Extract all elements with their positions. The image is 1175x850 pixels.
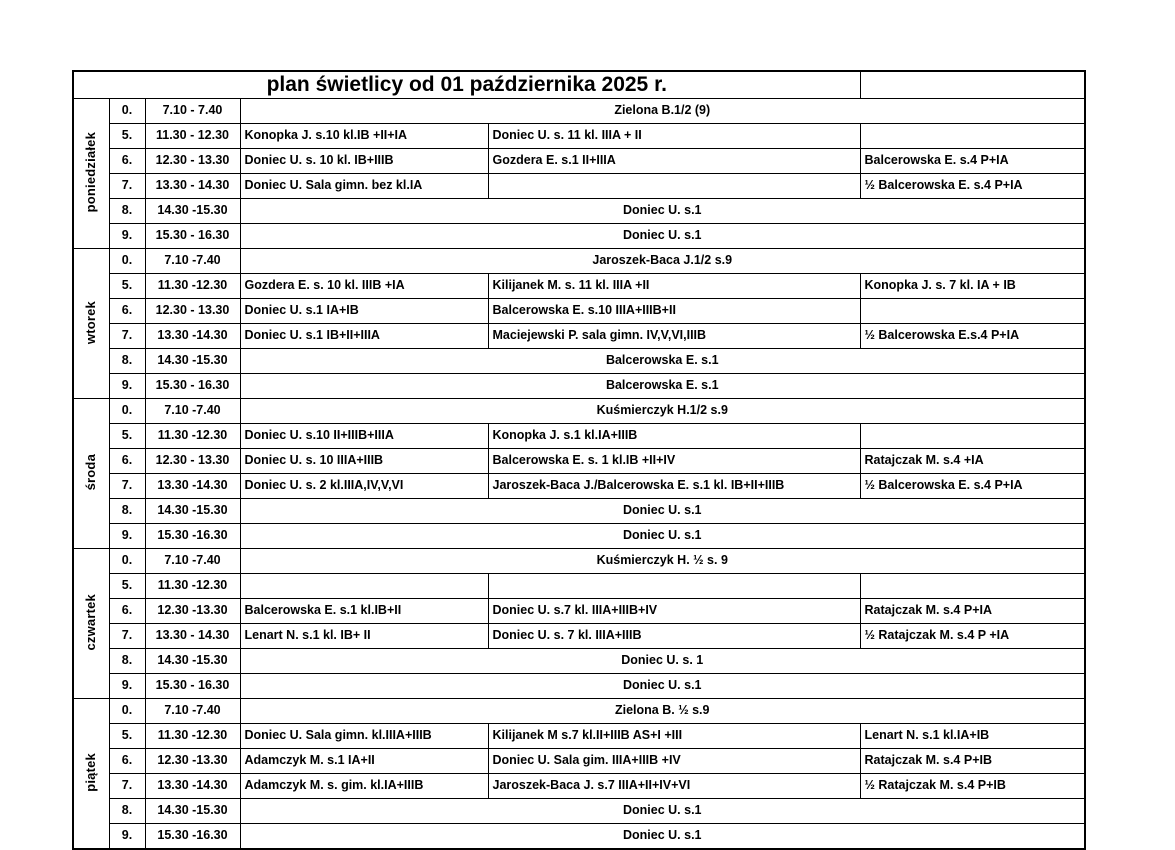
lesson-time: 11.30 -12.30 <box>145 724 240 749</box>
assignment-full-width: Doniec U. s.1 <box>240 499 1085 524</box>
assignment-cell-a <box>240 574 488 599</box>
assignment-cell-b: Doniec U. s. 11 kl. IIIA + II <box>488 124 860 149</box>
table-row <box>73 424 1085 449</box>
lesson-number: 7. <box>109 774 145 799</box>
lesson-number: 8. <box>109 799 145 824</box>
lesson-time: 12.30 -13.30 <box>145 599 240 624</box>
lesson-time: 7.10 -7.40 <box>145 699 240 724</box>
lesson-number: 8. <box>109 199 145 224</box>
assignment-full-width: Zielona B. ½ s.9 <box>240 699 1085 724</box>
day-label-text: piątek <box>83 752 99 792</box>
lesson-time: 12.30 - 13.30 <box>145 449 240 474</box>
lesson-number: 7. <box>109 624 145 649</box>
lesson-number: 5. <box>109 124 145 149</box>
lesson-number: 6. <box>109 149 145 174</box>
assignment-cell-c: Ratajczak M. s.4 P+IA <box>860 599 1085 624</box>
lesson-time: 15.30 - 16.30 <box>145 374 240 399</box>
lesson-number: 6. <box>109 599 145 624</box>
assignment-cell-c <box>860 124 1085 149</box>
assignment-cell-b: Jaroszek-Baca J. s.7 IIIA+II+IV+VI <box>488 774 860 799</box>
assignment-full-width: Doniec U. s. 1 <box>240 649 1085 674</box>
table-row <box>73 799 1085 824</box>
table-row <box>73 624 1085 649</box>
day-label-text: środa <box>83 454 99 491</box>
lesson-time: 12.30 -13.30 <box>145 749 240 774</box>
lesson-time: 13.30 - 14.30 <box>145 174 240 199</box>
lesson-number: 0. <box>109 399 145 424</box>
lesson-number: 5. <box>109 424 145 449</box>
assignment-cell-a: Doniec U. s.10 II+IIIB+IIIA <box>240 424 488 449</box>
assignment-full-width: Doniec U. s.1 <box>240 524 1085 549</box>
day-label-czwartek <box>73 549 109 699</box>
table-row <box>73 474 1085 499</box>
lesson-number: 5. <box>109 574 145 599</box>
lesson-number: 0. <box>109 99 145 124</box>
table-row <box>73 774 1085 799</box>
lesson-number: 5. <box>109 724 145 749</box>
lesson-time: 13.30 -14.30 <box>145 774 240 799</box>
lesson-time: 15.30 - 16.30 <box>145 674 240 699</box>
schedule-table <box>72 70 1086 850</box>
table-row <box>73 499 1085 524</box>
lesson-time: 14.30 -15.30 <box>145 499 240 524</box>
assignment-cell-b <box>488 174 860 199</box>
assignment-full-width: Doniec U. s.1 <box>240 199 1085 224</box>
assignment-cell-a: Lenart N. s.1 kl. IB+ II <box>240 624 488 649</box>
assignment-cell-a: Doniec U. Sala gimn. kl.IIIA+IIIB <box>240 724 488 749</box>
assignment-full-width: Kuśmierczyk H.1/2 s.9 <box>240 399 1085 424</box>
lesson-time: 14.30 -15.30 <box>145 199 240 224</box>
schedule-sheet <box>72 70 1084 850</box>
assignment-cell-b: Konopka J. s.1 kl.IA+IIIB <box>488 424 860 449</box>
table-row <box>73 324 1085 349</box>
lesson-number: 6. <box>109 449 145 474</box>
lesson-time: 11.30 -12.30 <box>145 424 240 449</box>
lesson-time: 7.10 -7.40 <box>145 249 240 274</box>
lesson-number: 6. <box>109 749 145 774</box>
lesson-time: 14.30 -15.30 <box>145 649 240 674</box>
lesson-number: 7. <box>109 474 145 499</box>
assignment-cell-c: ½ Balcerowska E.s.4 P+IA <box>860 324 1085 349</box>
table-row <box>73 299 1085 324</box>
assignment-cell-b: Balcerowska E. s. 1 kl.IB +II+IV <box>488 449 860 474</box>
lesson-number: 6. <box>109 299 145 324</box>
title-row <box>73 71 1085 99</box>
table-row <box>73 349 1085 374</box>
lesson-number: 9. <box>109 824 145 850</box>
lesson-time: 13.30 - 14.30 <box>145 624 240 649</box>
assignment-cell-a: Gozdera E. s. 10 kl. IIIB +IA <box>240 274 488 299</box>
lesson-number: 9. <box>109 224 145 249</box>
lesson-number: 0. <box>109 549 145 574</box>
assignment-full-width: Doniec U. s.1 <box>240 224 1085 249</box>
assignment-cell-b: Kilijanek M. s. 11 kl. IIIA +II <box>488 274 860 299</box>
assignment-cell-b <box>488 574 860 599</box>
day-label-text: wtorek <box>83 300 99 344</box>
lesson-time: 14.30 -15.30 <box>145 349 240 374</box>
assignment-full-width: Doniec U. s.1 <box>240 674 1085 699</box>
assignment-cell-c: ½ Balcerowska E. s.4 P+IA <box>860 474 1085 499</box>
table-row <box>73 149 1085 174</box>
lesson-time: 12.30 - 13.30 <box>145 149 240 174</box>
table-row <box>73 549 1085 574</box>
assignment-cell-a: Konopka J. s.10 kl.IB +II+IA <box>240 124 488 149</box>
table-row <box>73 249 1085 274</box>
table-row <box>73 374 1085 399</box>
table-row <box>73 274 1085 299</box>
table-row <box>73 599 1085 624</box>
assignment-cell-c: Ratajczak M. s.4 +IA <box>860 449 1085 474</box>
assignment-full-width: Kuśmierczyk H. ½ s. 9 <box>240 549 1085 574</box>
assignment-cell-a: Doniec U. s. 10 IIIA+IIIB <box>240 449 488 474</box>
assignment-cell-a: Doniec U. Sala gimn. bez kl.IA <box>240 174 488 199</box>
assignment-full-width: Jaroszek-Baca J.1/2 s.9 <box>240 249 1085 274</box>
lesson-time: 15.30 -16.30 <box>145 824 240 850</box>
lesson-time: 7.10 -7.40 <box>145 399 240 424</box>
assignment-full-width: Doniec U. s.1 <box>240 799 1085 824</box>
lesson-time: 15.30 -16.30 <box>145 524 240 549</box>
assignment-cell-b: Doniec U. s.7 kl. IIIA+IIIB+IV <box>488 599 860 624</box>
lesson-number: 5. <box>109 274 145 299</box>
day-label-poniedziałek <box>73 99 109 249</box>
assignment-cell-b: Gozdera E. s.1 II+IIIA <box>488 149 860 174</box>
assignment-cell-c: Balcerowska E. s.4 P+IA <box>860 149 1085 174</box>
day-label-text: czwartek <box>83 593 99 651</box>
assignment-cell-b: Balcerowska E. s.10 IIIA+IIIB+II <box>488 299 860 324</box>
assignment-cell-a: Doniec U. s. 10 kl. IB+IIIB <box>240 149 488 174</box>
lesson-time: 11.30 - 12.30 <box>145 124 240 149</box>
lesson-time: 7.10 -7.40 <box>145 549 240 574</box>
lesson-number: 0. <box>109 699 145 724</box>
assignment-cell-b: Doniec U. s. 7 kl. IIIA+IIIB <box>488 624 860 649</box>
lesson-time: 11.30 -12.30 <box>145 274 240 299</box>
table-row <box>73 449 1085 474</box>
day-label-wtorek <box>73 249 109 399</box>
lesson-time: 7.10 - 7.40 <box>145 99 240 124</box>
assignment-cell-c <box>860 574 1085 599</box>
table-row <box>73 574 1085 599</box>
lesson-time: 11.30 -12.30 <box>145 574 240 599</box>
lesson-number: 8. <box>109 349 145 374</box>
lesson-number: 9. <box>109 524 145 549</box>
lesson-number: 7. <box>109 174 145 199</box>
assignment-cell-c: Lenart N. s.1 kl.IA+IB <box>860 724 1085 749</box>
table-row <box>73 674 1085 699</box>
lesson-time: 14.30 -15.30 <box>145 799 240 824</box>
assignment-cell-c: ½ Balcerowska E. s.4 P+IA <box>860 174 1085 199</box>
table-row <box>73 124 1085 149</box>
table-row <box>73 649 1085 674</box>
table-row <box>73 749 1085 774</box>
assignment-cell-a: Doniec U. s. 2 kl.IIIA,IV,V,VI <box>240 474 488 499</box>
day-label-środa <box>73 399 109 549</box>
lesson-time: 12.30 - 13.30 <box>145 299 240 324</box>
assignment-cell-a: Doniec U. s.1 IA+IB <box>240 299 488 324</box>
table-row <box>73 699 1085 724</box>
lesson-number: 8. <box>109 499 145 524</box>
assignment-cell-b: Maciejewski P. sala gimn. IV,V,VI,IIIB <box>488 324 860 349</box>
assignment-cell-c: Konopka J. s. 7 kl. IA + IB <box>860 274 1085 299</box>
lesson-time: 13.30 -14.30 <box>145 474 240 499</box>
assignment-full-width: Balcerowska E. s.1 <box>240 374 1085 399</box>
assignment-cell-a: Doniec U. s.1 IB+II+IIIA <box>240 324 488 349</box>
day-label-text: poniedziałek <box>83 132 99 213</box>
assignment-cell-c <box>860 299 1085 324</box>
lesson-number: 9. <box>109 374 145 399</box>
table-row <box>73 399 1085 424</box>
assignment-cell-c: Ratajczak M. s.4 P+IB <box>860 749 1085 774</box>
day-label-piątek <box>73 699 109 850</box>
assignment-cell-b: Doniec U. Sala gim. IIIA+IIIB +IV <box>488 749 860 774</box>
lesson-number: 0. <box>109 249 145 274</box>
table-row <box>73 174 1085 199</box>
table-row <box>73 199 1085 224</box>
lesson-time: 15.30 - 16.30 <box>145 224 240 249</box>
lesson-time: 13.30 -14.30 <box>145 324 240 349</box>
table-row <box>73 224 1085 249</box>
assignment-cell-a: Balcerowska E. s.1 kl.IB+II <box>240 599 488 624</box>
table-row <box>73 524 1085 549</box>
assignment-cell-c: ½ Ratajczak M. s.4 P+IB <box>860 774 1085 799</box>
assignment-full-width: Zielona B.1/2 (9) <box>240 99 1085 124</box>
assignment-cell-b: Kilijanek M s.7 kl.II+IIIB AS+I +III <box>488 724 860 749</box>
title-blank-cell <box>860 71 1085 99</box>
lesson-number: 9. <box>109 674 145 699</box>
table-row <box>73 724 1085 749</box>
assignment-full-width: Balcerowska E. s.1 <box>240 349 1085 374</box>
assignment-full-width: Doniec U. s.1 <box>240 824 1085 850</box>
page-title: plan świetlicy od 01 października 2025 r. <box>73 71 860 99</box>
lesson-number: 8. <box>109 649 145 674</box>
assignment-cell-a: Adamczyk M. s.1 IA+II <box>240 749 488 774</box>
assignment-cell-c <box>860 424 1085 449</box>
assignment-cell-c: ½ Ratajczak M. s.4 P +IA <box>860 624 1085 649</box>
assignment-cell-a: Adamczyk M. s. gim. kl.IA+IIIB <box>240 774 488 799</box>
table-row <box>73 99 1085 124</box>
table-row <box>73 824 1085 850</box>
lesson-number: 7. <box>109 324 145 349</box>
assignment-cell-b: Jaroszek-Baca J./Balcerowska E. s.1 kl. IB+II+IIIB <box>488 474 860 499</box>
